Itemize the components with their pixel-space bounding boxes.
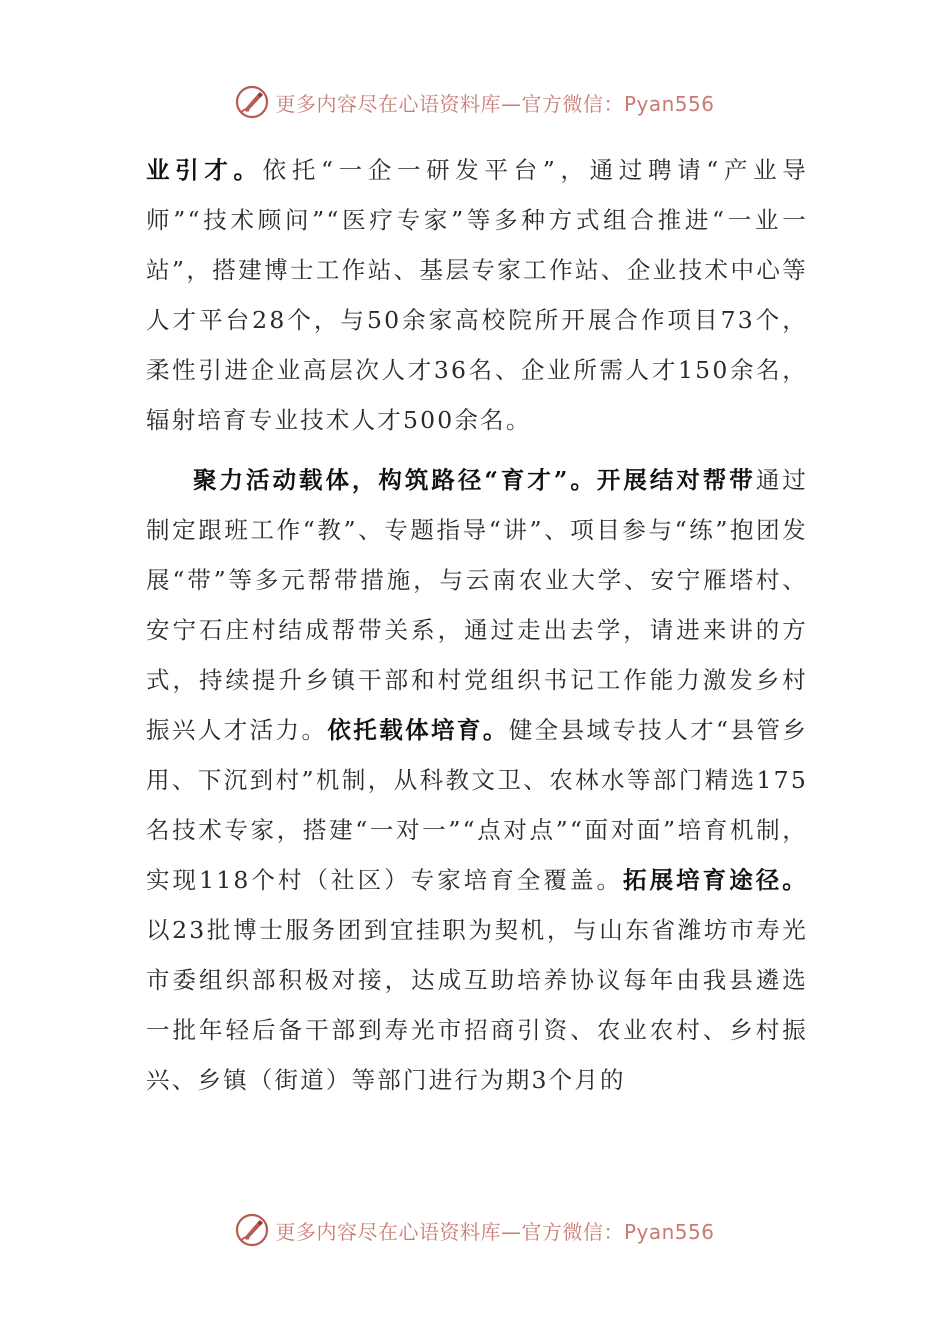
paragraph-1 — [146, 145, 808, 445]
footer-watermark-text: 更多内容尽在心语资料库—官方微信：Pyan556 — [275, 1219, 715, 1244]
header-watermark-text: 更多内容尽在心语资料库—官方微信：Pyan556 — [275, 91, 715, 116]
body-text-segment: 通过制定跟班工作“教”、专题指导“讲”、项目参与“练”抱团发展“带”等多元帮带措施，与云南农业大学、安宁雁塔村、安宁石庄村结成帮带关系，通过走出去学，请进来讲的方式，持续提升乡镇干部和村党组织书记工作能力激发乡村振兴人才活力。 — [146, 466, 809, 744]
bold-heading-segment: 依托载体培育。 — [327, 716, 509, 744]
bold-heading-segment: 聚力活动载体，构筑路径“育才”。开展结对帮带 — [193, 466, 756, 494]
header-watermark-banner — [0, 82, 950, 122]
body-text-segment: 以23批博士服务团到宜挂职为契机，与山东省潍坊市寿光市委组织部积极对接，达成互助培养协议每年由我县遴选一批年轻后备干部到寿光市招商引资、农业农村、乡村振兴、乡镇（街道）等部门进行为期3个月的 — [146, 916, 808, 1094]
bold-heading-segment: 业引才。 — [146, 156, 263, 184]
pen-nib-logo-icon — [235, 1213, 269, 1247]
bold-heading-segment: 拓展培育途径。 — [623, 866, 809, 894]
footer-watermark-banner — [0, 1210, 950, 1250]
paragraph-2 — [146, 455, 808, 1105]
body-text-segment: 健全县域专技人才“县管乡用、下沉到村”机制，从科教文卫、农林水等部门精选175名技术专家，搭建“一对一”“点对点”“面对面”培育机制，实现118个村（社区）专家培育全覆盖。 — [146, 716, 808, 894]
pen-nib-logo-icon — [235, 85, 269, 119]
body-text-segment: 依托“一企一研发平台”，通过聘请“产业导师”“技术顾问”“医疗专家”等多种方式组合推进“一业一站”，搭建博士工作站、基层专家工作站、企业技术中心等人才平台28个，与50余家高校院所开展合作项目73个，柔性引进企业高层次人才36名、企业所需人才150余名，辐射培育专业技术人才500余名。 — [146, 156, 808, 434]
document-body — [146, 145, 808, 1105]
